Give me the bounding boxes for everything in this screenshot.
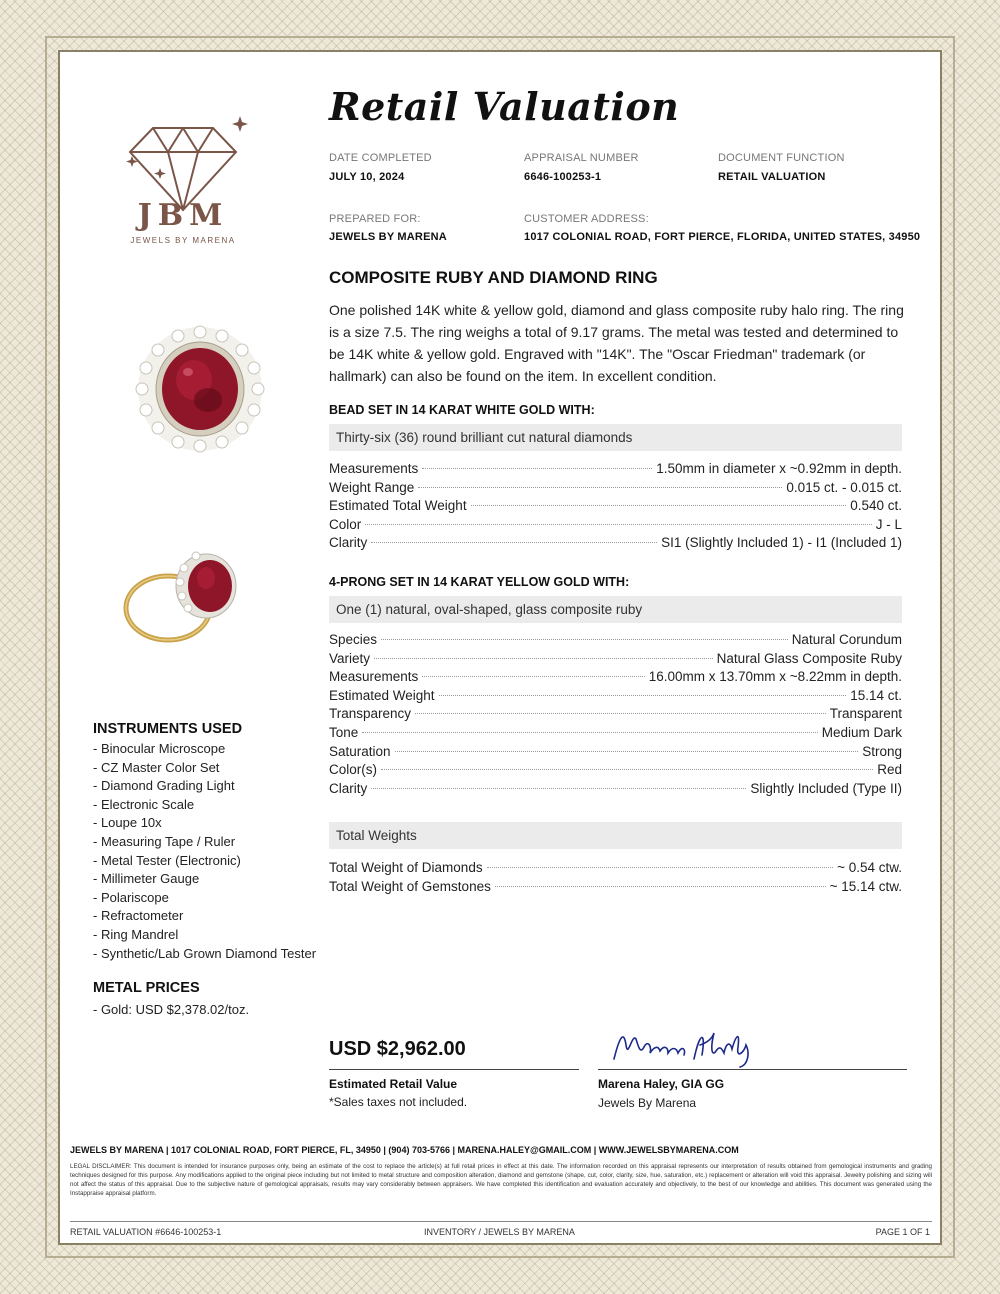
detail-value: 16.00mm x 13.70mm x ~8.22mm in depth. xyxy=(648,669,902,685)
item-title: COMPOSITE RUBY AND DIAMOND RING xyxy=(329,268,658,287)
legal-disclaimer: LEGAL DISCLAIMER: This document is intended for insurance purposes only, being an estimate of the cost to replace the article(s) at full retail prices in effect at this date. The information recorded on this appraisal represents our interpretation of results obtained from gemological instruments and grading techniques designed for this purpose. Any modifications applied to the original piece including but not limited to metal structure and composition alteration, diamond and gemstone (shape, cut, color, clarity, size, hue, saturation, etc.) replacement or alteration will void this appraisal. Jewelry polishing and sizing will not affect the status of this appraisal. Due to the subjective nature of gemological appraisals, results may vary considerably between appraisers. We have completed this identification and evaluation accurately and objectively, to the best of our knowledge and abilities. This document was generated using the Instappraise appraisal platform. xyxy=(70,1163,932,1197)
footer-document-ref: RETAIL VALUATION #6646-100253-1 xyxy=(70,1227,222,1237)
detail-key: Estimated Weight xyxy=(329,687,435,703)
list-item: - Diamond Grading Light xyxy=(93,778,235,794)
detail-row xyxy=(329,706,902,725)
detail-key: Measurements xyxy=(329,461,419,476)
detail-value: 0.540 ct. xyxy=(850,498,902,514)
prepared-for-label: PREPARED FOR: xyxy=(329,213,421,225)
dot-leader xyxy=(362,732,817,733)
detail-key: Clarity xyxy=(329,535,368,551)
ruby-section-heading: 4-PRONG SET IN 14 KARAT YELLOW GOLD WITH: xyxy=(329,575,630,589)
list-item: - Refractometer xyxy=(93,908,184,924)
detail-row xyxy=(329,651,902,670)
detail-value: Strong xyxy=(862,743,902,759)
footer-page-number: PAGE 1 OF 1 xyxy=(875,1227,930,1237)
retail-price: USD $2,962.00 xyxy=(329,1038,466,1060)
dot-leader xyxy=(471,505,847,506)
detail-value: Natural Glass Composite Ruby xyxy=(716,650,902,666)
dot-leader xyxy=(374,658,713,659)
detail-value: Slightly Included (Type II) xyxy=(750,780,902,796)
detail-row xyxy=(329,688,902,707)
detail-value: J - L xyxy=(875,516,902,532)
detail-value: 1.50mm in diameter x ~0.92mm in depth. xyxy=(656,461,902,476)
list-item: - Electronic Scale xyxy=(93,796,195,812)
detail-row xyxy=(329,517,902,536)
detail-row xyxy=(329,725,902,744)
diamonds-details xyxy=(329,461,902,554)
customer-address-value: 1017 COLONIAL ROAD, FORT PIERCE, FLORIDA, UNITED STATES, 34950 xyxy=(524,231,921,243)
logo-tagline: JEWELS BY MARENA xyxy=(130,236,236,245)
detail-key: Total Weight of Gemstones xyxy=(329,878,491,894)
instruments-list xyxy=(93,740,316,963)
metal-prices-list xyxy=(93,1001,249,1020)
metal-prices-heading: METAL PRICES xyxy=(93,980,200,996)
dot-leader xyxy=(371,542,657,543)
date-value: JULY 10, 2024 xyxy=(329,171,405,183)
dot-leader xyxy=(415,713,826,714)
detail-value: 15.14 ct. xyxy=(850,687,902,703)
dot-leader xyxy=(439,695,847,696)
ruby-details xyxy=(329,632,902,799)
detail-key: Species xyxy=(329,632,378,647)
footer-divider xyxy=(70,1221,932,1222)
list-item: - Metal Tester (Electronic) xyxy=(93,852,241,868)
detail-row xyxy=(329,535,902,554)
footer-contact: JEWELS BY MARENA | 1017 COLONIAL ROAD, FORT PIERCE, FL, 34950 | (904) 703-5766 | MARENA.HALEY@GMAIL.COM | WWW.JEWELSBYMARENA.COM xyxy=(70,1145,739,1155)
detail-value: ~ 0.54 ctw. xyxy=(837,860,902,875)
date-label: DATE COMPLETED xyxy=(329,152,432,164)
detail-key: Saturation xyxy=(329,743,391,759)
list-item: - Gold: USD $2,378.02/toz. xyxy=(93,1002,250,1017)
list-item: - Loupe 10x xyxy=(93,815,162,831)
ring-top-view-image xyxy=(130,322,270,456)
item-description: One polished 14K white & yellow gold, diamond and glass composite ruby halo ring. The ring is a size 7.5. The ring weighs a total of 9.17 grams. The metal was tested and determined to be 14K white & yellow gold. Engraved with "14K". The "Oscar Friedman" trademark (or hallmark) can also be found on the item. In excellent condition. xyxy=(329,302,904,384)
list-item: - CZ Master Color Set xyxy=(93,759,220,775)
detail-row xyxy=(329,860,902,879)
list-item: - Synthetic/Lab Grown Diamond Tester xyxy=(93,945,317,961)
detail-key: Color(s) xyxy=(329,762,378,778)
list-item: - Measuring Tape / Ruler xyxy=(93,833,236,849)
detail-row xyxy=(329,669,902,688)
instruments-heading: INSTRUMENTS USED xyxy=(93,721,243,737)
list-item: - Millimeter Gauge xyxy=(93,871,200,887)
detail-key: Variety xyxy=(329,650,371,666)
handwritten-signature xyxy=(610,1025,760,1070)
dot-leader xyxy=(371,788,746,789)
dot-leader xyxy=(487,867,834,868)
document-function-label: DOCUMENT FUNCTION xyxy=(718,152,845,164)
document-function-value: RETAIL VALUATION xyxy=(718,171,826,183)
detail-key: Measurements xyxy=(329,669,419,685)
detail-row xyxy=(329,480,902,499)
total-weights-band: Total Weights xyxy=(329,822,902,849)
document-title: Retail Valuation xyxy=(329,84,680,129)
dot-leader xyxy=(495,886,826,887)
signature-divider xyxy=(598,1069,907,1070)
estimated-value-label: Estimated Retail Value xyxy=(329,1077,458,1091)
detail-key: Color xyxy=(329,516,362,532)
dot-leader xyxy=(381,769,873,770)
detail-value: SI1 (Slightly Included 1) - I1 (Included 1) xyxy=(661,535,902,551)
list-item: - Polariscope xyxy=(93,889,169,905)
dot-leader xyxy=(422,676,644,677)
appraisal-number-value: 6646-100253-1 xyxy=(524,171,602,183)
detail-value: 0.015 ct. - 0.015 ct. xyxy=(786,479,902,495)
detail-row xyxy=(329,498,902,517)
diamonds-summary-band: Thirty-six (36) round brilliant cut natural diamonds xyxy=(329,424,902,451)
dot-leader xyxy=(395,751,859,752)
appraiser-company: Jewels By Marena xyxy=(598,1096,697,1110)
detail-row xyxy=(329,781,902,800)
customer-address-label: CUSTOMER ADDRESS: xyxy=(524,213,649,225)
footer-inventory: INVENTORY / JEWELS BY MARENA xyxy=(424,1227,575,1237)
ring-side-view-image xyxy=(118,548,248,648)
detail-value: ~ 15.14 ctw. xyxy=(829,878,902,894)
detail-row xyxy=(329,632,902,651)
detail-value: Transparent xyxy=(829,706,902,722)
logo-monogram: JBM xyxy=(137,198,229,233)
detail-row xyxy=(329,879,902,898)
appraiser-name: Marena Haley, GIA GG xyxy=(598,1077,725,1091)
ruby-summary-band: One (1) natural, oval-shaped, glass composite ruby xyxy=(329,596,902,623)
detail-row xyxy=(329,461,902,480)
detail-key: Weight Range xyxy=(329,479,415,495)
prepared-for-value: JEWELS BY MARENA xyxy=(329,231,447,243)
detail-key: Transparency xyxy=(329,706,412,722)
price-divider xyxy=(329,1069,579,1070)
detail-row xyxy=(329,744,902,763)
sales-tax-note: *Sales taxes not included. xyxy=(329,1095,468,1109)
total-weights-details xyxy=(329,860,902,897)
diamonds-section-heading: BEAD SET IN 14 KARAT WHITE GOLD WITH: xyxy=(329,403,595,417)
detail-key: Clarity xyxy=(329,780,368,796)
detail-value: Natural Corundum xyxy=(791,632,902,647)
detail-value: Medium Dark xyxy=(821,724,902,740)
dot-leader xyxy=(365,524,871,525)
list-item: - Binocular Microscope xyxy=(93,741,226,756)
dot-leader xyxy=(422,468,652,469)
detail-key: Estimated Total Weight xyxy=(329,498,467,514)
detail-key: Tone xyxy=(329,724,359,740)
detail-key: Total Weight of Diamonds xyxy=(329,860,483,875)
list-item: - Ring Mandrel xyxy=(93,926,179,942)
dot-leader xyxy=(381,639,788,640)
appraisal-number-label: APPRAISAL NUMBER xyxy=(524,152,639,164)
detail-row xyxy=(329,762,902,781)
detail-value: Red xyxy=(877,762,902,778)
dot-leader xyxy=(418,487,782,488)
